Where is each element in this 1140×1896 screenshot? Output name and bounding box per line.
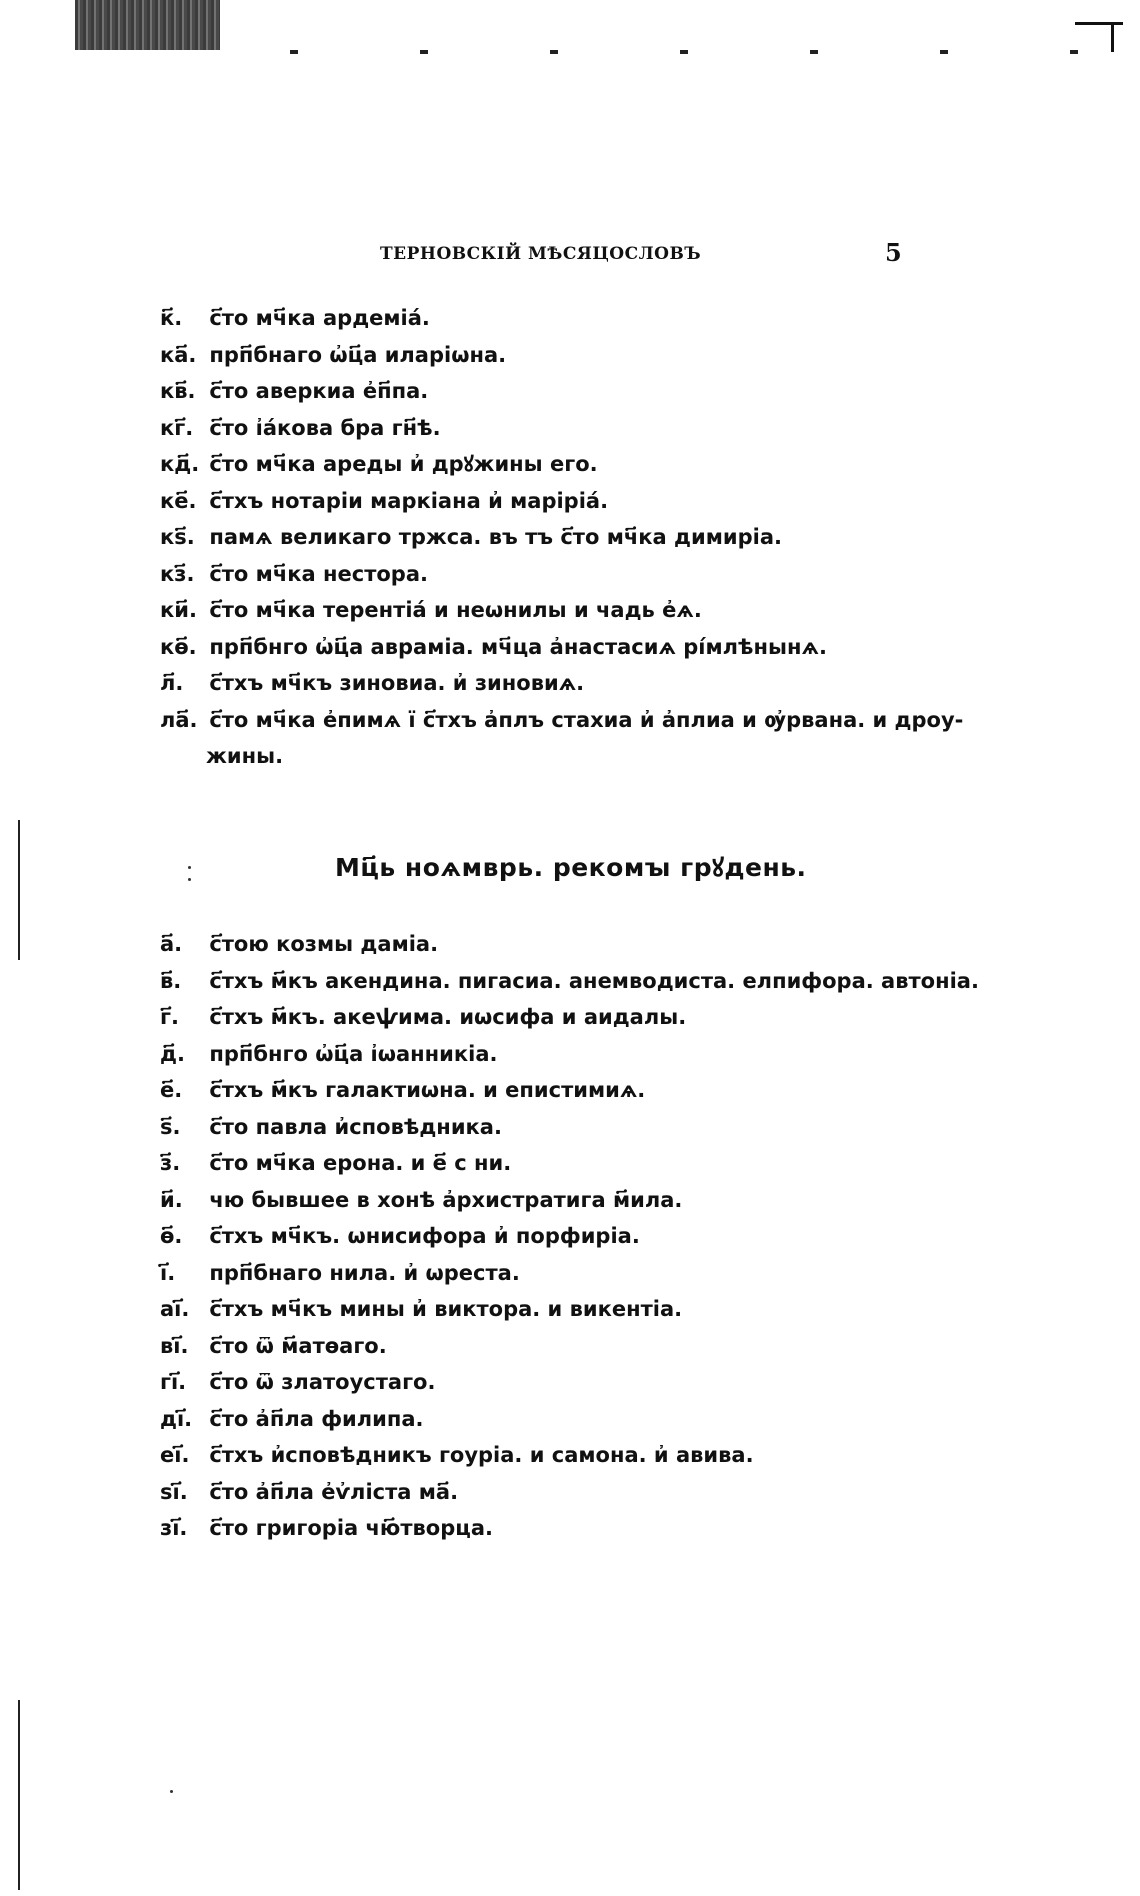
- day-number: кв҃.: [160, 379, 196, 403]
- entry-text: с҃то мч҃ка е҆пимѧ ї с҃тхъ а҆плъ стахиа и҆ а҆плиа и ѹ҆рвана. и дроу-: [209, 707, 964, 732]
- day-number: в҃.: [160, 968, 182, 993]
- entry-text: жины.: [206, 744, 284, 768]
- list-item: [160, 556, 980, 593]
- list-item: [160, 483, 980, 520]
- entry-text: с҃то мч҃ка терентіа́ и неѡнилы и чадь е҆ѧ.: [209, 598, 702, 622]
- list-item-continuation: [160, 738, 980, 775]
- day-number: ки҃.: [160, 598, 197, 622]
- day-number: к҃.: [160, 306, 183, 330]
- scan-margin-line: [18, 1700, 20, 1890]
- list-item: [160, 1255, 980, 1292]
- day-number: кд҃.: [160, 452, 200, 476]
- day-number: и҃.: [160, 1187, 183, 1212]
- entry-text: с҃то а҆п҃ла е҆ѵ҆ліста ма҃.: [209, 1479, 459, 1504]
- entry-text: с҃тою козмы даміа.: [209, 932, 439, 956]
- day-number: зі҃.: [160, 1516, 188, 1540]
- list-item: [160, 592, 980, 629]
- day-number: л҃.: [160, 671, 184, 695]
- list-item: [160, 999, 980, 1036]
- entry-text: с҃то а҆п҃ла филипа.: [209, 1406, 424, 1431]
- list-item: [160, 1510, 980, 1547]
- list-item: [160, 410, 980, 447]
- scan-speck: [188, 878, 191, 881]
- entry-text: прп҃бнго ѡ҆ц҃а і҆ѡанникіа.: [209, 1041, 498, 1066]
- list-item: [160, 1328, 980, 1365]
- list-item: [160, 1437, 980, 1474]
- entry-text: с҃то мч҃ка нестора.: [209, 561, 428, 586]
- entry-text: с҃тхъ мч҃къ мины и҆ виктора. и викентіа.: [209, 1297, 683, 1321]
- list-item: [160, 519, 980, 556]
- day-number: ка҃.: [160, 342, 197, 367]
- list-item: [160, 629, 980, 666]
- list-item: [160, 1145, 980, 1182]
- scan-artifact-dashes: [220, 50, 1100, 54]
- calendar-list-november: [160, 926, 980, 1547]
- day-number: ке҃.: [160, 488, 197, 513]
- list-item: [160, 1218, 980, 1255]
- day-number: кз҃.: [160, 561, 195, 586]
- entry-text: с҃то мч҃ка ерона. и е҃ с ни.: [209, 1151, 512, 1175]
- day-number: а҃.: [160, 932, 183, 956]
- entry-text: с҃тхъ мч҃къ зиновиа. и҆ зиновиѧ.: [209, 671, 585, 695]
- list-item: [160, 1291, 980, 1328]
- day-number: кѳ҃.: [160, 634, 197, 659]
- entry-text: с҃тхъ м҃къ акендина. пигасиа. анемводиста. елпифора. автоніа.: [209, 968, 979, 993]
- entry-text: с҃то і҆а́кова бра гн҃ѣ.: [209, 415, 441, 440]
- list-item: [160, 300, 980, 337]
- list-item: [160, 665, 980, 702]
- entry-text: с҃то павла и҆сповѣдника.: [209, 1114, 502, 1139]
- list-item: [160, 1109, 980, 1146]
- entry-text: с҃тхъ м҃къ. акеѱима. иѡсифа и аидалы.: [209, 1005, 687, 1029]
- scan-margin-line: [18, 820, 20, 960]
- entry-text: с҃тхъ нотаріи маркіана и҆ маріріа́.: [209, 488, 609, 513]
- day-number: ѳ҃.: [160, 1224, 183, 1248]
- day-number: ѕ҃.: [160, 1114, 181, 1139]
- section-title-november: Мц҃ь ноѧмврь. рекомꙑ грꙋдень.: [335, 853, 807, 882]
- day-number: г҃.: [160, 1005, 179, 1029]
- day-number: і҃.: [160, 1260, 176, 1285]
- list-item: [160, 926, 980, 963]
- entry-text: прп҃бнаго ѡ҆ц҃а иларіѡна.: [209, 342, 507, 367]
- list-item: [160, 1072, 980, 1109]
- entry-text: с҃то григоріа чю҃творца.: [209, 1516, 493, 1540]
- scan-artifact-blob: [75, 0, 220, 50]
- day-number: ѕі҃.: [160, 1479, 188, 1504]
- entry-text: прп҃бнго ѡ҆ц҃а авраміа. мч҃ца а҆настасиѧ рі́млѣнынѧ.: [209, 634, 827, 659]
- entry-text: с҃то ѿ златоустаго.: [209, 1370, 436, 1394]
- list-item: [160, 1036, 980, 1073]
- day-number: еі҃.: [160, 1443, 190, 1467]
- scan-speck: [188, 866, 191, 869]
- day-number: кѕ҃.: [160, 525, 195, 549]
- list-item: [160, 1474, 980, 1511]
- day-number: ла҃.: [160, 707, 198, 732]
- entry-text: с҃тхъ мч҃къ. ѡнисифора и҆ порфиріа.: [209, 1224, 640, 1248]
- list-item: [160, 963, 980, 1000]
- entry-text: с҃то ѿ м҃атѳаго.: [209, 1333, 387, 1358]
- list-item: [160, 373, 980, 410]
- entry-text: прп҃бнаго нила. и҆ ѡреста.: [209, 1260, 520, 1285]
- entry-text: памѧ великаго тржса. въ тъ с҃то мч҃ка димиріа.: [209, 525, 782, 549]
- scan-corner-mark: [1075, 22, 1123, 25]
- list-item: [160, 1364, 980, 1401]
- day-number: з҃.: [160, 1151, 181, 1175]
- running-title: ТЕРНОВСКІЙ МѢСЯЦОСЛОВЪ: [380, 244, 702, 264]
- scan-speck: [170, 1790, 173, 1793]
- day-number: аі҃.: [160, 1297, 190, 1321]
- day-number: гі҃.: [160, 1370, 187, 1394]
- day-number: е҃.: [160, 1078, 183, 1102]
- entry-text: с҃тхъ и҆сповѣдникъ гоуріа. и самона. и҆ авива.: [209, 1443, 754, 1467]
- day-number: ві҃.: [160, 1333, 189, 1358]
- day-number: ді҃.: [160, 1406, 193, 1431]
- list-item: [160, 446, 980, 483]
- entry-text: с҃тхъ м҃къ галактиѡна. и епистимиѧ.: [209, 1078, 646, 1102]
- day-number: д҃.: [160, 1041, 185, 1066]
- day-number: кг҃.: [160, 415, 194, 440]
- list-item: [160, 1401, 980, 1438]
- entry-text: с҃то мч҃ка ардеміа́.: [209, 306, 430, 330]
- calendar-list-october: [160, 300, 980, 775]
- entry-text: с҃то мч҃ка ареды и҆ дрꙋжины его.: [209, 452, 598, 476]
- list-item: [160, 337, 980, 374]
- list-item: [160, 702, 980, 739]
- list-item: [160, 1182, 980, 1219]
- page-number: 5: [885, 238, 902, 267]
- entry-text: чю бывшее в хонѣ а҆рхистратига м҃ила.: [209, 1187, 683, 1212]
- entry-text: с҃то аверкиа е҆п҃па.: [209, 379, 429, 403]
